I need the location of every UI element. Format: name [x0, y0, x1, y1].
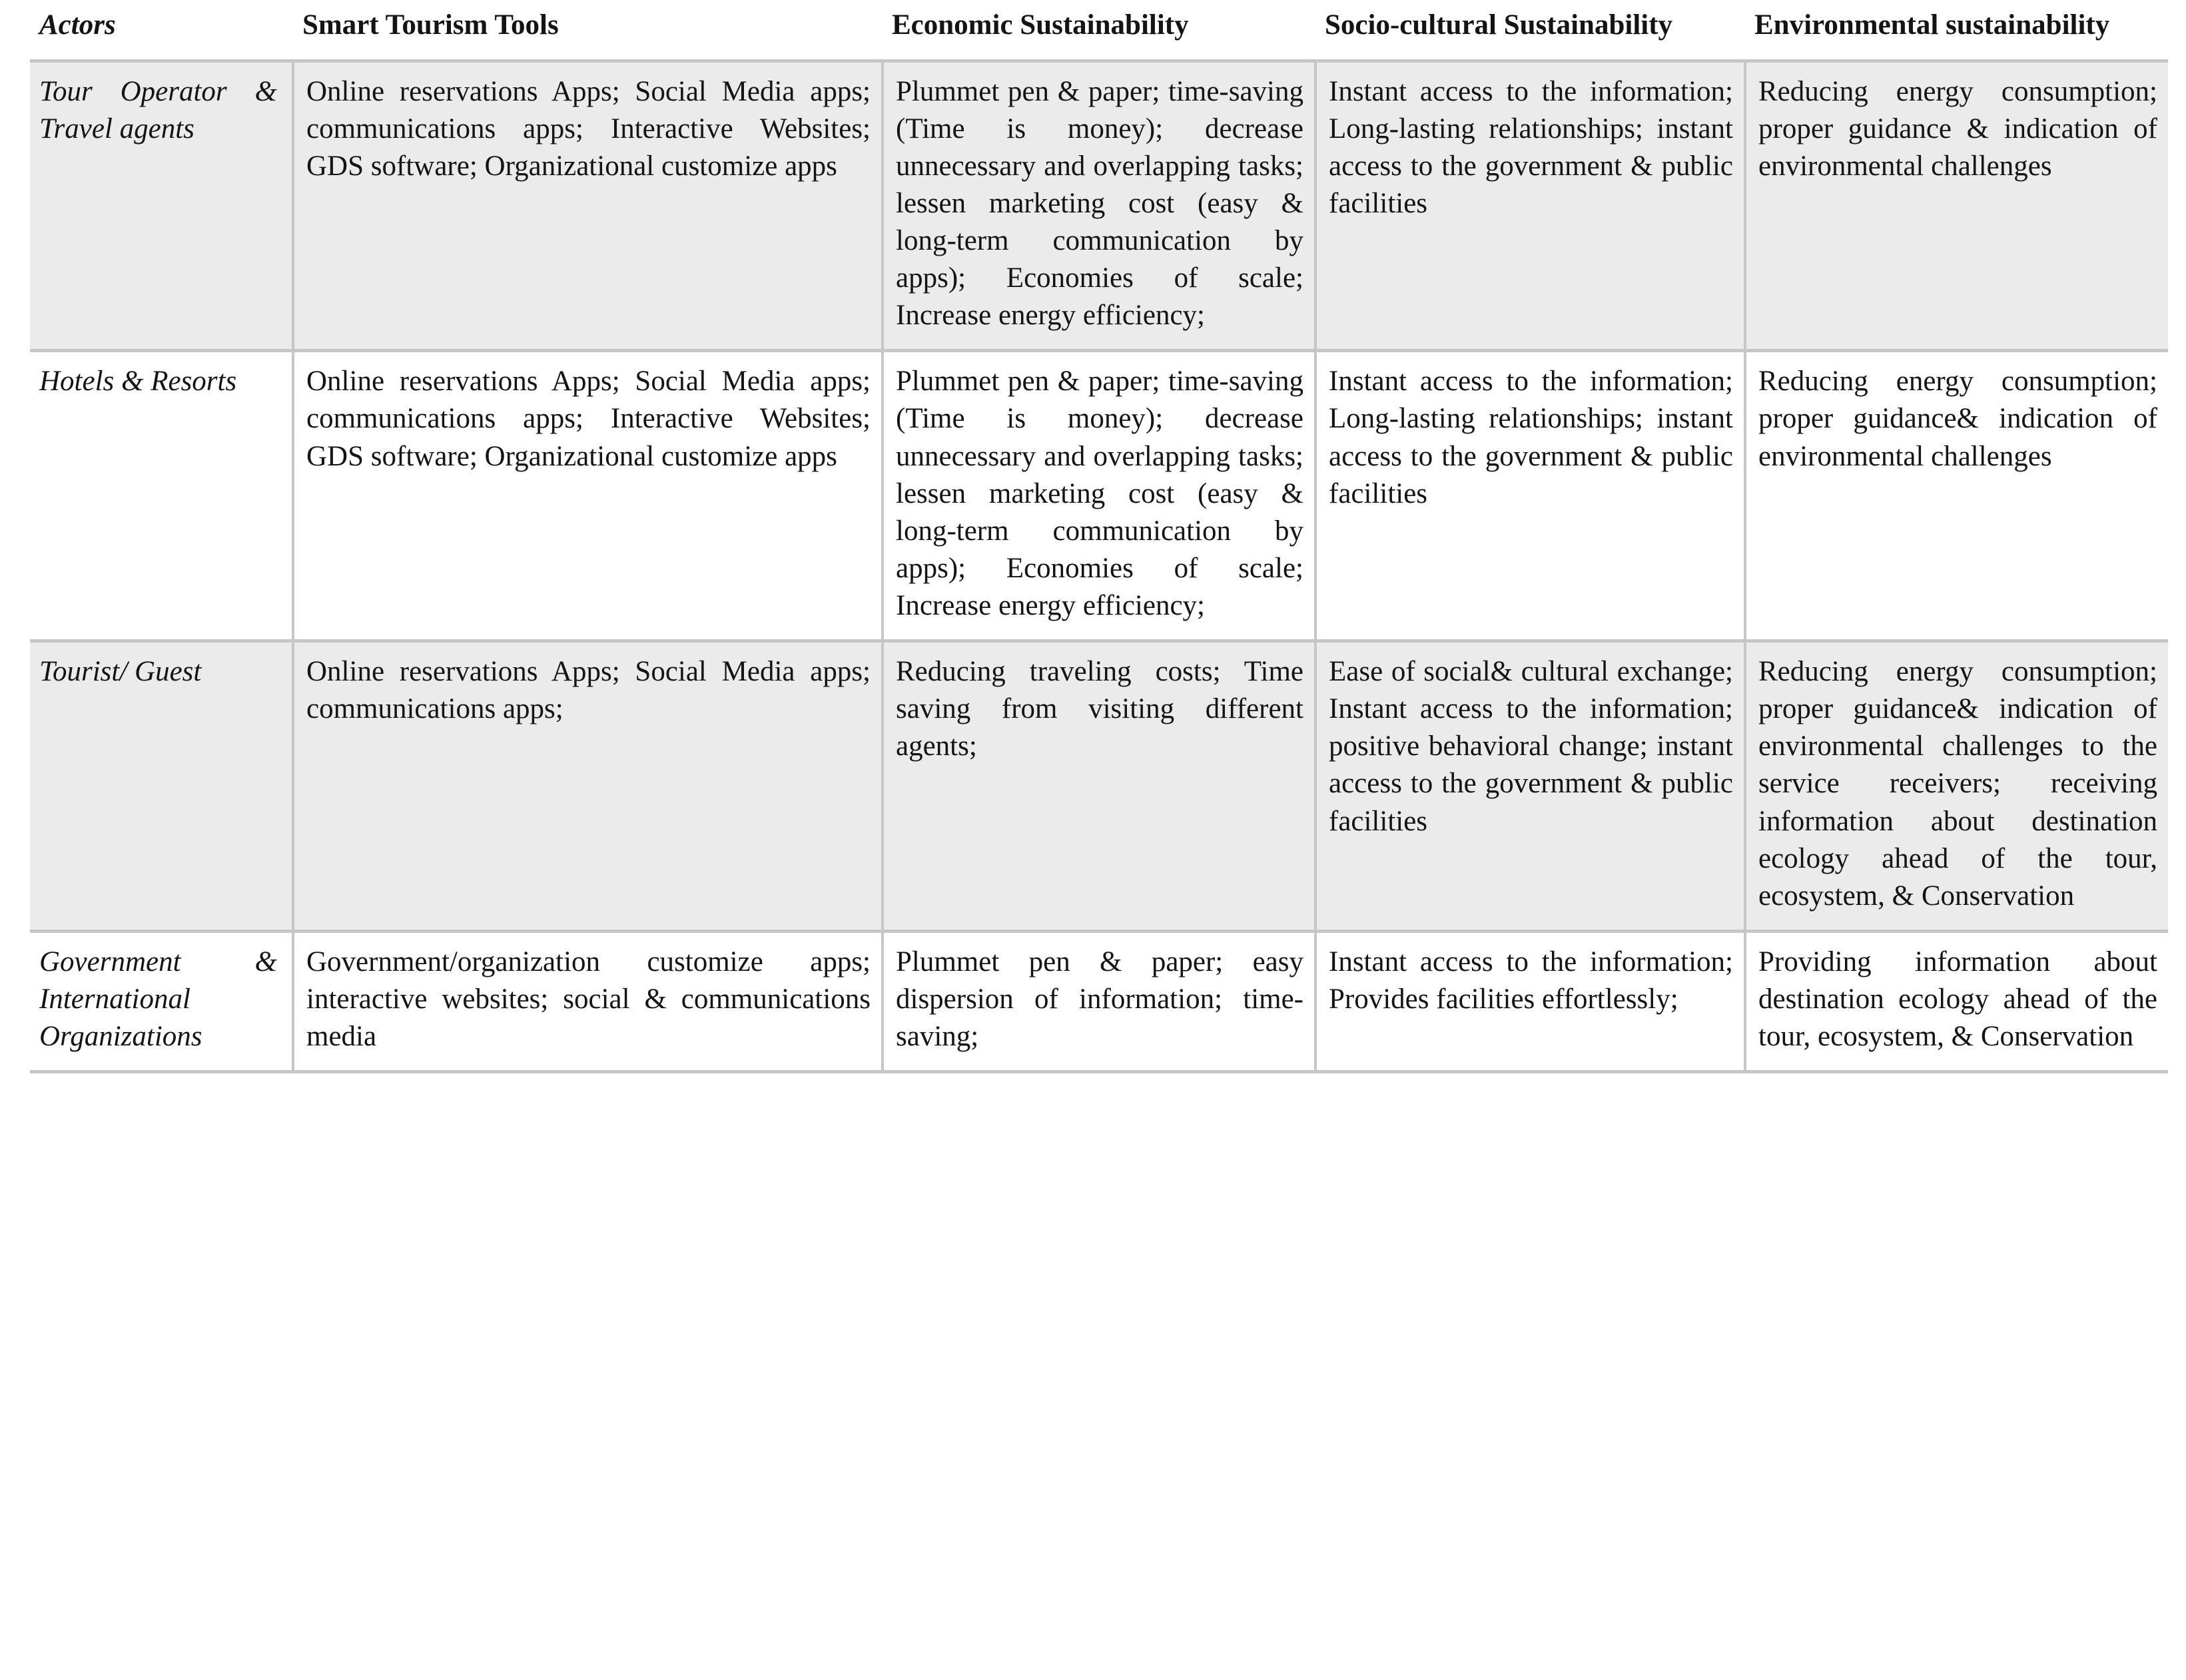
socio-text: Instant access to the information; Provides facilities effortlessly;	[1329, 946, 1733, 1015]
column-header-environmental-sustainability: Environmental sustainability	[1745, 5, 2168, 61]
tools-text: Online reservations Apps; Social Media apps; communications apps; Interactive Websites; GDS software; Organizational customize apps	[306, 75, 871, 182]
cell-actor	[30, 61, 293, 351]
table-row	[30, 641, 2168, 932]
actor-label: Tourist/ Guest	[39, 656, 202, 688]
actor-label: Hotels & Resorts	[39, 366, 237, 398]
cell-environmental-sustainability	[1745, 61, 2168, 351]
actor-label: Tour Operator & Travel agents	[39, 75, 277, 144]
cell-economic-sustainability	[883, 351, 1315, 641]
cell-economic-sustainability	[883, 641, 1315, 932]
column-header-socio-cultural-sustainability: Socio-cultural Sustainability	[1315, 5, 1745, 61]
cell-smart-tourism-tools	[293, 931, 883, 1071]
tools-text: Online reservations Apps; Social Media apps; communications apps; Interactive Websites; GDS software; Organizational customize apps	[306, 366, 871, 472]
tools-text: Government/organization customize apps; interactive websites; social & communications media	[306, 946, 871, 1053]
economic-text: Plummet pen & paper; time-saving (Time is money); decrease unnecessary and overlapping tasks; lessen marketing cost (easy & long-term communication by apps); Economies of scale; Increase energy efficiency;	[896, 366, 1303, 621]
cell-economic-sustainability	[883, 931, 1315, 1071]
tools-text: Online reservations Apps; Social Media apps; communications apps;	[306, 656, 871, 725]
environmental-text: Providing information about destination ecology ahead of the tour, ecosystem, & Conservation	[1758, 946, 2157, 1053]
table-header	[30, 5, 2168, 61]
cell-socio-cultural-sustainability	[1315, 931, 1745, 1071]
socio-text: Ease of social& cultural exchange; Instant access to the information; positive behavioral change; instant access to the government & public facilities	[1329, 656, 1733, 837]
table-row	[30, 61, 2168, 351]
cell-environmental-sustainability	[1745, 351, 2168, 641]
cell-actor	[30, 641, 293, 932]
economic-text: Plummet pen & paper; easy dispersion of information; time-saving;	[896, 946, 1303, 1053]
cell-socio-cultural-sustainability	[1315, 641, 1745, 932]
socio-text: Instant access to the information; Long-lasting relationships; instant access to the government & public facilities	[1329, 75, 1733, 219]
cell-smart-tourism-tools	[293, 641, 883, 932]
economic-text: Reducing traveling costs; Time saving from visiting different agents;	[896, 656, 1303, 762]
cell-actor	[30, 931, 293, 1071]
actor-label: Government & International Organizations	[39, 946, 277, 1053]
socio-text: Instant access to the information; Long-lasting relationships; instant access to the government & public facilities	[1329, 366, 1733, 509]
column-header-smart-tourism-tools: Smart Tourism Tools	[293, 5, 883, 61]
environmental-text: Reducing energy consumption; proper guidance& indication of environmental challenges	[1758, 366, 2157, 472]
cell-environmental-sustainability	[1745, 931, 2168, 1071]
environmental-text: Reducing energy consumption; proper guidance & indication of environmental challenges	[1758, 75, 2157, 182]
table-body	[30, 61, 2168, 1072]
header-row	[30, 5, 2168, 61]
cell-smart-tourism-tools	[293, 61, 883, 351]
cell-environmental-sustainability	[1745, 641, 2168, 932]
environmental-text: Reducing energy consumption; proper guidance& indication of environmental challenges to the service receivers; receiving information about destination ecology ahead of the tour, ecosystem, & Conservation	[1758, 656, 2157, 912]
cell-smart-tourism-tools	[293, 351, 883, 641]
economic-text: Plummet pen & paper; time-saving (Time is money); decrease unnecessary and overlapping tasks; lessen marketing cost (easy & long-term communication by apps); Economies of scale; Increase energy efficiency;	[896, 75, 1303, 332]
table-row	[30, 351, 2168, 641]
table-row	[30, 931, 2168, 1071]
smart-tourism-sustainability-table	[30, 5, 2168, 1073]
cell-economic-sustainability	[883, 61, 1315, 351]
cell-actor	[30, 351, 293, 641]
column-header-economic-sustainability: Economic Sustainability	[883, 5, 1315, 61]
cell-socio-cultural-sustainability	[1315, 351, 1745, 641]
cell-socio-cultural-sustainability	[1315, 61, 1745, 351]
column-header-actors: Actors	[30, 5, 293, 61]
